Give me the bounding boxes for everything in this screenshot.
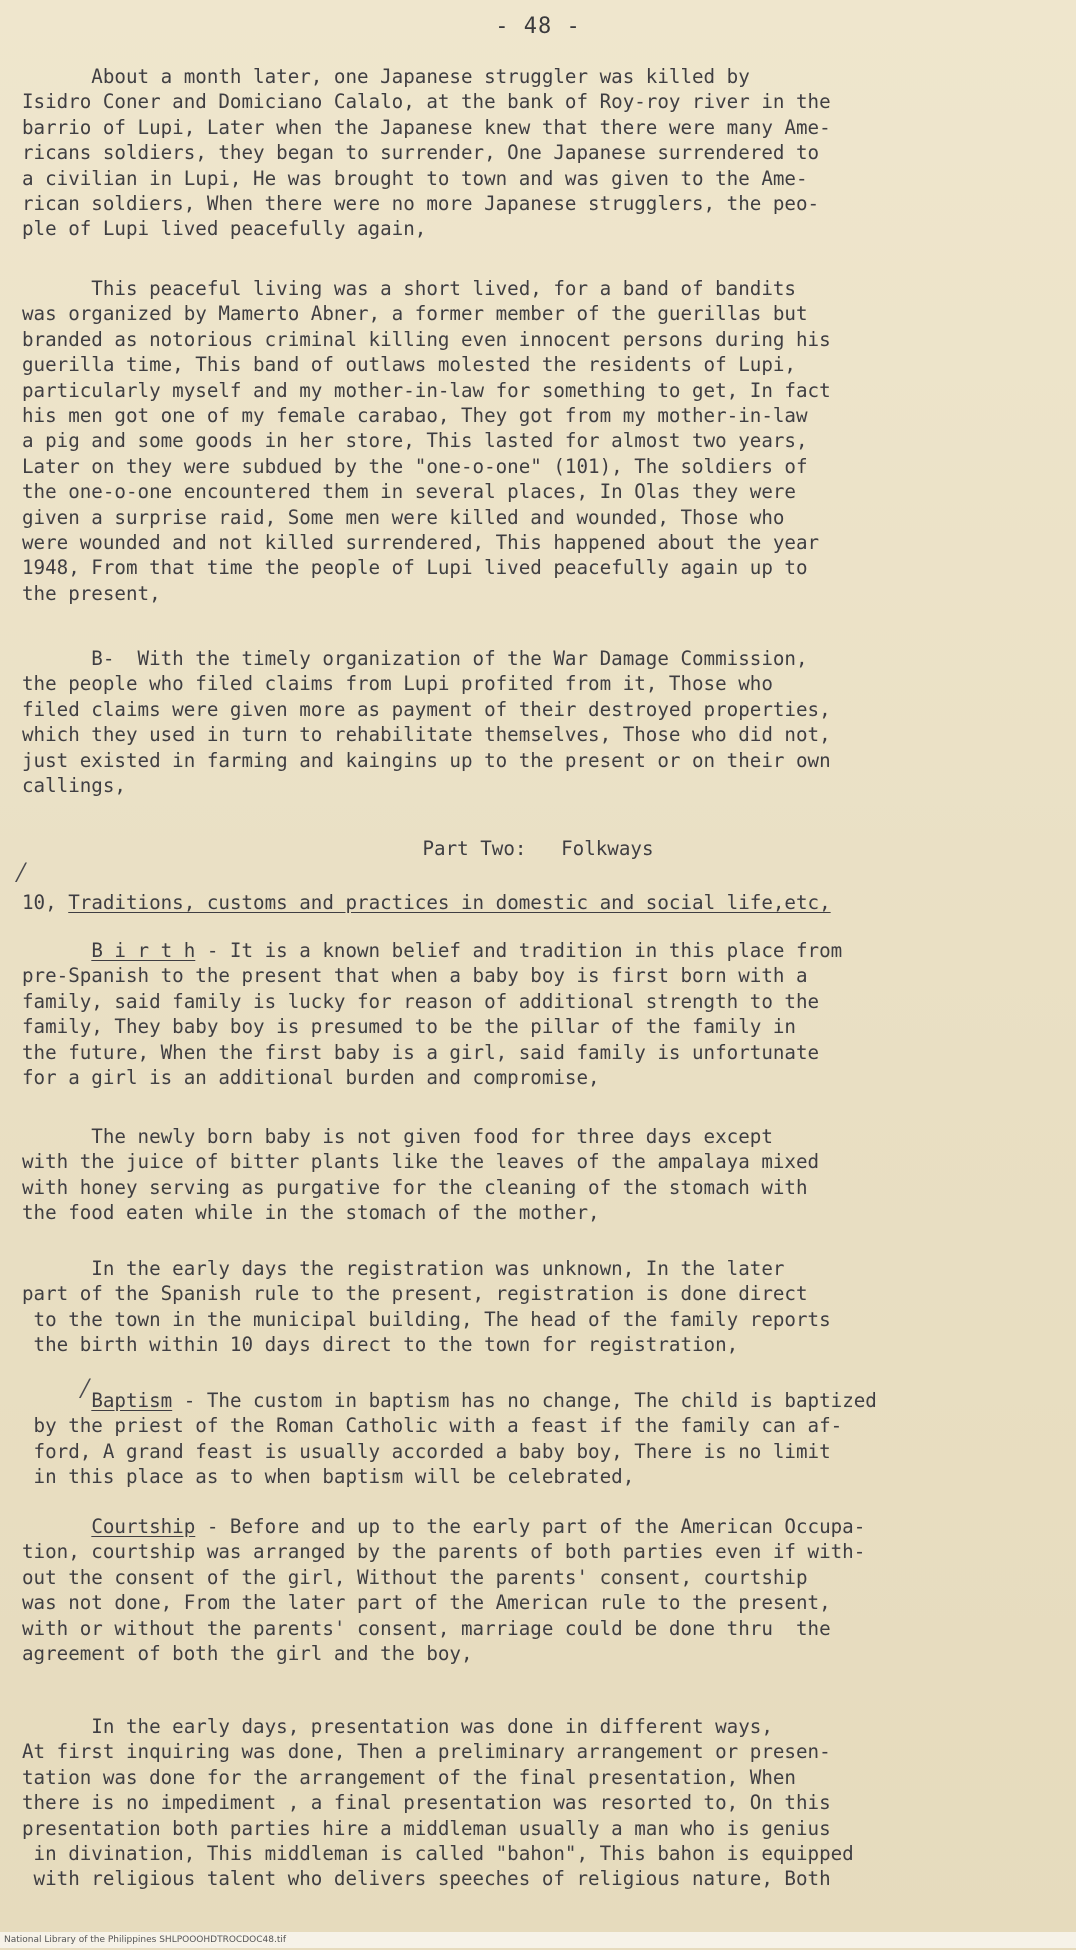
text-line: At first inquiring was done, Then a preliminary arrangement or presen- xyxy=(22,1740,831,1764)
section-number: 10, xyxy=(22,891,69,914)
paragraph-bandits xyxy=(22,276,1062,606)
text-line: part of the Spanish rule to the present, registration is done direct xyxy=(22,1282,808,1306)
text-line: family, They baby boy is presumed to be the pillar of the family in xyxy=(22,1015,796,1039)
checkmark-icon: ⁄ xyxy=(12,855,31,890)
text-line: particularly myself and my mother-in-law for something to get, In fact xyxy=(22,378,831,402)
baptism-label: Baptism xyxy=(91,1389,173,1412)
text-line: guerilla time, This band of outlaws molested the residents of Lupi, xyxy=(22,353,796,377)
text-line: the one-o-one encountered them in several places, In Olas they were xyxy=(22,480,796,504)
text-line: the present, xyxy=(22,581,161,605)
text-line: a civilian in Lupi, He was brought to town and was given to the Ame- xyxy=(22,166,808,190)
text-line: in this place as to when baptism will be celebrated, xyxy=(22,1465,635,1489)
text-line: About a month later, one Japanese struggler was killed by xyxy=(22,65,750,88)
text-line: with or without the parents' consent, marriage could be done thru the xyxy=(22,1616,831,1640)
text-line: Isidro Coner and Domiciano Calalo, at the bank of Roy-roy river in the xyxy=(22,90,831,114)
text-line: by the priest of the Roman Catholic with a feast if the family can af- xyxy=(22,1414,843,1438)
text-line: Later on they were subdued by the "one-o-one" (101), The soldiers of xyxy=(22,454,808,478)
text-line: branded as notorious criminal killing even innocent persons during his xyxy=(22,327,831,351)
text-line: were wounded and not killed surrendered, This happened about the year xyxy=(22,531,820,555)
section-title: Traditions, customs and practices in domestic and social life,etc, xyxy=(68,891,831,914)
text-line: there is no impediment , a final presentation was resorted to, On this xyxy=(22,1791,831,1815)
text-line: the food eaten while in the stomach of the mother, xyxy=(22,1201,600,1225)
text-line: a pig and some goods in her store, This lasted for almost two years, xyxy=(22,429,808,453)
text-line: In the early days the registration was unknown, In the later xyxy=(22,1257,785,1280)
text-line: pre-Spanish to the present that when a baby boy is first born with a xyxy=(22,964,808,988)
text-line: The newly born baby is not given food for three days except xyxy=(22,1125,773,1148)
text-line: tion, courtship was arranged by the parents of both parties even if with- xyxy=(22,1540,866,1564)
page-number: - 48 - xyxy=(495,14,581,39)
text-line: with the juice of bitter plants like the leaves of the ampalaya mixed xyxy=(22,1150,820,1174)
text-line: the future, When the first baby is a girl, said family is unfortunate xyxy=(22,1040,820,1064)
paragraph-presentation xyxy=(22,1714,1062,1892)
text-line: with honey serving as purgative for the cleaning of the stomach with xyxy=(22,1175,808,1199)
text-line: - Before and up to the early part of the American Occupa- xyxy=(195,1515,866,1538)
paragraph-war-damage xyxy=(22,646,1062,798)
birth-label: B i r t h xyxy=(91,939,196,962)
text-line: was not done, From the later part of the American rule to the present, xyxy=(22,1591,831,1615)
text-line: tation was done for the arrangement of the final presentation, When xyxy=(22,1765,796,1789)
text-line: This peaceful living was a short lived, for a band of bandits xyxy=(22,277,796,300)
text-line: barrio of Lupi, Later when the Japanese knew that there were many Ame- xyxy=(22,115,831,139)
text-line: his men got one of my female carabao, They got from my mother-in-law xyxy=(22,404,808,428)
paragraph-japanese-stragglers xyxy=(22,64,1062,242)
courtship-label: Courtship xyxy=(91,1515,196,1538)
text-line: callings, xyxy=(22,774,126,798)
text-line: was organized by Mamerto Abner, a former member of the guerillas but xyxy=(22,302,808,326)
text-line: - It is a known belief and tradition in this place from xyxy=(195,939,843,962)
text-line: B- With the timely organization of the War Damage Commission, xyxy=(22,647,808,670)
text-line: family, said family is lucky for reason of additional strength to the xyxy=(22,989,820,1013)
text-line: just existed in farming and kaingins up to the present or on their own xyxy=(22,748,831,772)
text-line: which they used in turn to rehabilitate themselves, Those who did not, xyxy=(22,723,831,747)
archive-footer: National Library of the Philippines SHLPOOOHDTROCDOC48.tif xyxy=(0,1932,1076,1948)
text-line: - The custom in baptism has no change, The child is baptized xyxy=(172,1389,877,1412)
text-line: ford, A grand feast is usually accorded a baby boy, There is no limit xyxy=(22,1439,831,1463)
part-title: Part Two: Folkways xyxy=(422,837,654,860)
text-line: to the town in the municipal building, The head of the family reports xyxy=(22,1307,831,1331)
text-line: presentation both parties hire a middleman usually a man who is genius xyxy=(22,1816,831,1840)
text-line: for a girl is an additional burden and compromise, xyxy=(22,1066,600,1090)
text-line: ple of Lupi lived peacefully again, xyxy=(22,217,427,241)
section-heading xyxy=(22,890,1062,915)
text-line: ricans soldiers, they began to surrender, One Japanese surrendered to xyxy=(22,141,820,165)
text-line: agreement of both the girl and the boy, xyxy=(22,1642,473,1666)
text-line: the birth within 10 days direct to the town for registration, xyxy=(22,1333,739,1357)
text-line: In the early days, presentation was done in different ways, xyxy=(22,1715,773,1738)
text-line: rican soldiers, When there were no more Japanese strugglers, the peo- xyxy=(22,192,820,216)
text-line: out the consent of the girl, Without the parents' consent, courtship xyxy=(22,1565,808,1589)
paragraph-newborn-feeding xyxy=(22,1124,1062,1226)
text-line: with religious talent who delivers speeches of religious nature, Both xyxy=(22,1867,831,1891)
paragraph-registration xyxy=(22,1256,1062,1358)
paragraph-baptism xyxy=(22,1388,1062,1490)
text-line: in divination, This middleman is called "bahon", This bahon is equipped xyxy=(22,1842,854,1866)
text-line: filed claims were given more as payment of their destroyed properties, xyxy=(22,697,831,721)
text-line: given a surprise raid, Some men were killed and wounded, Those who xyxy=(22,505,785,529)
text-line: 1948, From that time the people of Lupi lived peacefully again up to xyxy=(22,556,808,580)
paragraph-courtship xyxy=(22,1514,1062,1666)
text-line: the people who filed claims from Lupi profited from it, Those who xyxy=(22,672,773,696)
checkmark-icon: ⁄ xyxy=(76,1371,95,1406)
paragraph-birth xyxy=(22,938,1062,1090)
